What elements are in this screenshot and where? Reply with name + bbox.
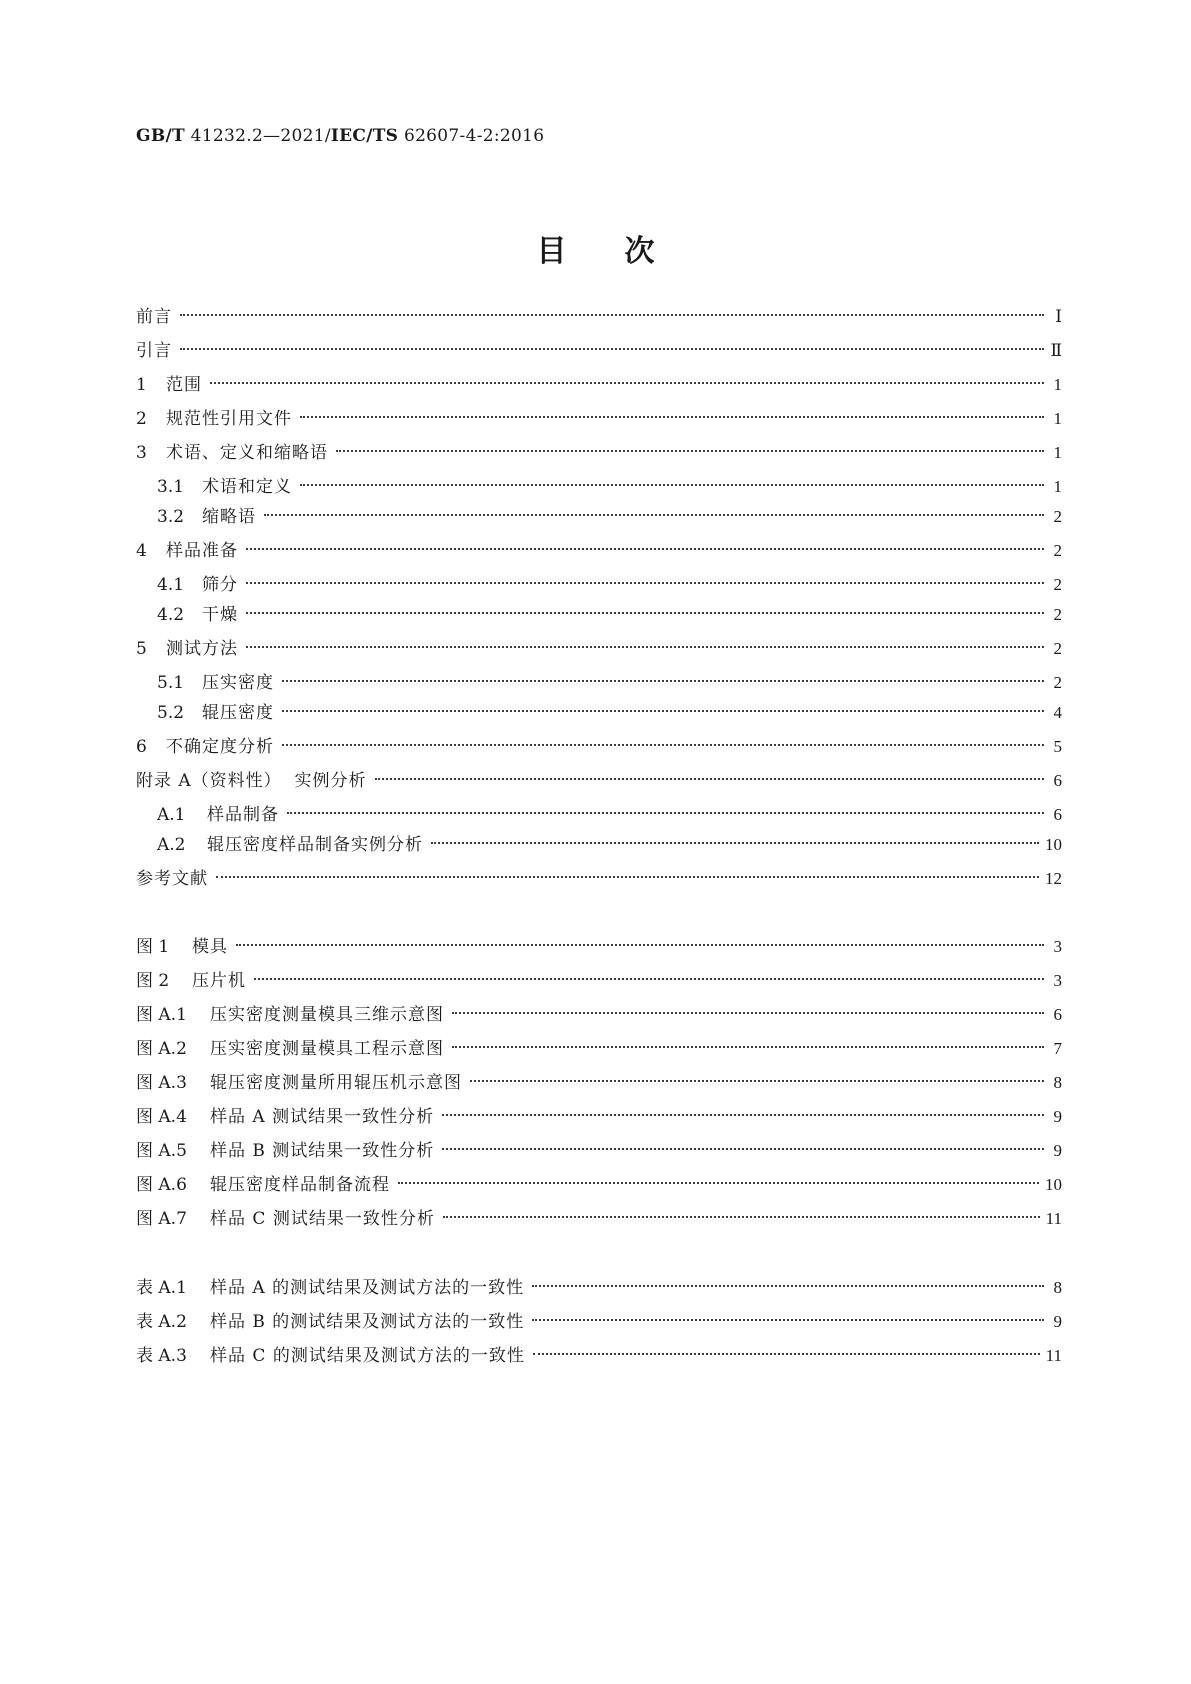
toc-entry-page: 1 [1053, 375, 1062, 394]
table-entry-text: 样品 A 的测试结果及测试方法的一致性 [210, 1278, 525, 1298]
toc-entry-page: Ⅱ [1050, 341, 1062, 360]
toc-entry-page: 2 [1053, 639, 1062, 658]
toc-entry-number: 4.1 [157, 575, 185, 595]
toc-entry-number: 5.1 [157, 673, 185, 693]
toc-entry-page: 1 [1053, 477, 1062, 496]
dot-leader [300, 484, 1044, 486]
toc-entry-a-2[interactable] [157, 833, 1062, 857]
toc-entry-2[interactable] [136, 407, 1062, 431]
toc-entry-number: 3 [136, 443, 147, 463]
dot-leader [452, 1012, 1044, 1014]
toc-entry-number: 5 [136, 639, 147, 659]
toc-entry-number: 1 [136, 375, 147, 395]
dot-leader [246, 646, 1044, 648]
toc-entry-text: 辊压密度样品制备实例分析 [207, 835, 423, 855]
figure-entry-a-2[interactable] [136, 1037, 1062, 1061]
figure-entry-a-3[interactable] [136, 1071, 1062, 1095]
toc-entry-text: 辊压密度 [202, 703, 274, 723]
dot-leader [443, 1216, 1040, 1218]
dot-leader [300, 416, 1044, 418]
toc-entry-page: 12 [1045, 869, 1062, 888]
table-entry-text: 样品 C 的测试结果及测试方法的一致性 [210, 1346, 525, 1366]
toc-entry-page: 1 [1053, 443, 1062, 462]
toc-entry-bibliography[interactable] [136, 867, 1062, 891]
toc-entry-page: 1 [1053, 409, 1062, 428]
figure-entry-number: 图 A.6 [136, 1175, 187, 1195]
toc-entry-page: 2 [1053, 673, 1062, 692]
toc-entry-text: 样品准备 [166, 541, 238, 561]
toc-entry-4-2[interactable] [157, 603, 1062, 627]
figure-entry-1[interactable] [136, 935, 1062, 959]
toc-entry-number: 3.1 [157, 477, 185, 497]
toc-entry-text: 附录 A（资料性） 实例分析 [136, 771, 367, 791]
dot-leader [442, 1114, 1044, 1116]
toc-entry-page: 5 [1053, 737, 1062, 756]
dot-leader [210, 382, 1044, 384]
figure-entry-text: 压实密度测量模具工程示意图 [210, 1039, 444, 1059]
toc-entry-text: 术语和定义 [202, 477, 292, 497]
toc-entry-4-1[interactable] [157, 573, 1062, 597]
table-entry-number: 表 A.3 [136, 1346, 187, 1366]
toc-entry-page: 4 [1053, 703, 1062, 722]
toc-entry-5-1[interactable] [157, 671, 1062, 695]
iec-code: IEC/TS [330, 126, 399, 146]
figure-entry-a-4[interactable] [136, 1105, 1062, 1129]
toc-entry-6[interactable] [136, 735, 1062, 759]
dot-leader [246, 582, 1044, 584]
figure-entry-text: 辊压密度样品制备流程 [210, 1175, 390, 1195]
toc-entry-a-1[interactable] [157, 803, 1062, 827]
figure-entry-text: 样品 B 测试结果一致性分析 [210, 1141, 435, 1161]
toc-entry-introduction[interactable] [136, 339, 1062, 363]
toc-entry-text: 压实密度 [202, 673, 274, 693]
toc-entry-page: 2 [1053, 605, 1062, 624]
dot-leader [180, 314, 1044, 316]
toc-entry-3-1[interactable] [157, 475, 1062, 499]
toc-entry-text: 术语、定义和缩略语 [166, 443, 328, 463]
toc-entry-1[interactable] [136, 373, 1062, 397]
figure-entry-number: 图 A.3 [136, 1073, 187, 1093]
figure-entry-a-7[interactable] [136, 1207, 1062, 1231]
toc-entry-5[interactable] [136, 637, 1062, 661]
dot-leader [246, 612, 1044, 614]
dot-leader [532, 1319, 1044, 1321]
toc-entry-number: 3.2 [157, 507, 185, 527]
toc-entry-page: 6 [1053, 805, 1062, 824]
figure-entry-2[interactable] [136, 969, 1062, 993]
dot-leader [282, 680, 1044, 682]
dot-leader [532, 1285, 1044, 1287]
toc-entry-text: 前言 [136, 307, 172, 327]
dot-leader [264, 514, 1044, 516]
toc-entry-text: 规范性引用文件 [166, 409, 292, 429]
figure-entry-page: 10 [1045, 1175, 1062, 1194]
toc-entry-number: 5.2 [157, 703, 185, 723]
table-entry-number: 表 A.1 [136, 1278, 187, 1298]
figure-entry-a-5[interactable] [136, 1139, 1062, 1163]
toc-entry-4[interactable] [136, 539, 1062, 563]
figure-entry-page: 3 [1053, 937, 1062, 956]
dot-leader [236, 944, 1044, 946]
figure-entry-number: 图 A.4 [136, 1107, 187, 1127]
toc-entry-annex-a[interactable] [136, 769, 1062, 793]
toc-entry-text: 引言 [136, 341, 172, 361]
dot-leader [282, 744, 1044, 746]
toc-entry-foreword[interactable] [136, 305, 1062, 329]
toc-entry-3-2[interactable] [157, 505, 1062, 529]
figure-entry-a-1[interactable] [136, 1003, 1062, 1027]
figure-entry-text: 模具 [192, 937, 228, 957]
toc-entry-page: Ⅰ [1055, 307, 1062, 326]
toc-entry-number: 2 [136, 409, 147, 429]
table-entry-a-3[interactable] [136, 1344, 1062, 1368]
toc-entry-page: 6 [1053, 771, 1062, 790]
toc-entry-text: 测试方法 [166, 639, 238, 659]
figure-entry-a-6[interactable] [136, 1173, 1062, 1197]
figure-entry-text: 辊压密度测量所用辊压机示意图 [210, 1073, 462, 1093]
dot-leader [431, 842, 1039, 844]
toc-entry-3[interactable] [136, 441, 1062, 465]
toc-entry-number: A.1 [157, 805, 186, 825]
dot-leader [287, 812, 1044, 814]
figure-entry-number: 图 A.5 [136, 1141, 187, 1161]
toc-entry-text: 参考文献 [136, 869, 208, 889]
toc-entry-text: 缩略语 [202, 507, 256, 527]
page-title: 目次 [536, 234, 713, 269]
figure-entry-text: 压实密度测量模具三维示意图 [210, 1005, 444, 1025]
toc-entry-text: 干燥 [202, 605, 238, 625]
figure-entry-page: 9 [1053, 1141, 1062, 1160]
toc-entry-text: 筛分 [202, 575, 238, 595]
dot-leader [442, 1148, 1044, 1150]
toc-entry-number: 4 [136, 541, 147, 561]
figure-entry-number: 图 A.2 [136, 1039, 187, 1059]
dot-leader [216, 876, 1039, 878]
dot-leader [375, 778, 1045, 780]
dot-leader [533, 1353, 1040, 1355]
toc-entry-text: 范围 [166, 375, 202, 395]
table-entry-text: 样品 B 的测试结果及测试方法的一致性 [210, 1312, 525, 1332]
dot-leader [254, 978, 1044, 980]
figure-entry-number: 图 2 [136, 971, 170, 991]
toc-entry-text: 样品制备 [207, 805, 279, 825]
std-number: 41232.2—2021/ [184, 126, 331, 146]
figure-entry-text: 压片机 [192, 971, 246, 991]
table-entry-page: 9 [1053, 1312, 1062, 1331]
toc-entry-number: 6 [136, 737, 147, 757]
dot-leader [398, 1182, 1039, 1184]
dot-leader [180, 348, 1044, 350]
table-entry-number: 表 A.2 [136, 1312, 187, 1332]
dot-leader [282, 710, 1044, 712]
figure-entry-page: 3 [1053, 971, 1062, 990]
figure-entry-page: 7 [1053, 1039, 1062, 1058]
figure-entry-text: 样品 A 测试结果一致性分析 [210, 1107, 435, 1127]
toc-entry-page: 2 [1053, 541, 1062, 560]
iec-number: 62607-4-2:2016 [398, 126, 545, 146]
toc-entry-page: 2 [1053, 575, 1062, 594]
dot-leader [470, 1080, 1044, 1082]
figure-entry-page: 8 [1053, 1073, 1062, 1092]
figure-entry-page: 6 [1053, 1005, 1062, 1024]
figure-entry-text: 样品 C 测试结果一致性分析 [210, 1209, 435, 1229]
toc-entry-page: 2 [1053, 507, 1062, 526]
dot-leader [452, 1046, 1044, 1048]
table-entry-page: 8 [1053, 1278, 1062, 1297]
figure-entry-page: 9 [1053, 1107, 1062, 1126]
std-code: GB/T [136, 126, 185, 146]
dot-leader [336, 450, 1044, 452]
table-entry-a-1[interactable] [136, 1276, 1062, 1300]
dot-leader [246, 548, 1044, 550]
figure-entry-number: 图 1 [136, 937, 170, 957]
toc-entry-number: A.2 [157, 835, 186, 855]
figure-entry-page: 11 [1045, 1209, 1062, 1228]
toc-entry-5-2[interactable] [157, 701, 1062, 725]
toc-entry-text: 不确定度分析 [166, 737, 274, 757]
figure-entry-number: 图 A.1 [136, 1005, 187, 1025]
toc-entry-number: 4.2 [157, 605, 185, 625]
toc-entry-page: 10 [1045, 835, 1062, 854]
table-entry-page: 11 [1045, 1346, 1062, 1365]
document-identifier [136, 126, 544, 146]
figure-entry-number: 图 A.7 [136, 1209, 187, 1229]
table-entry-a-2[interactable] [136, 1310, 1062, 1334]
